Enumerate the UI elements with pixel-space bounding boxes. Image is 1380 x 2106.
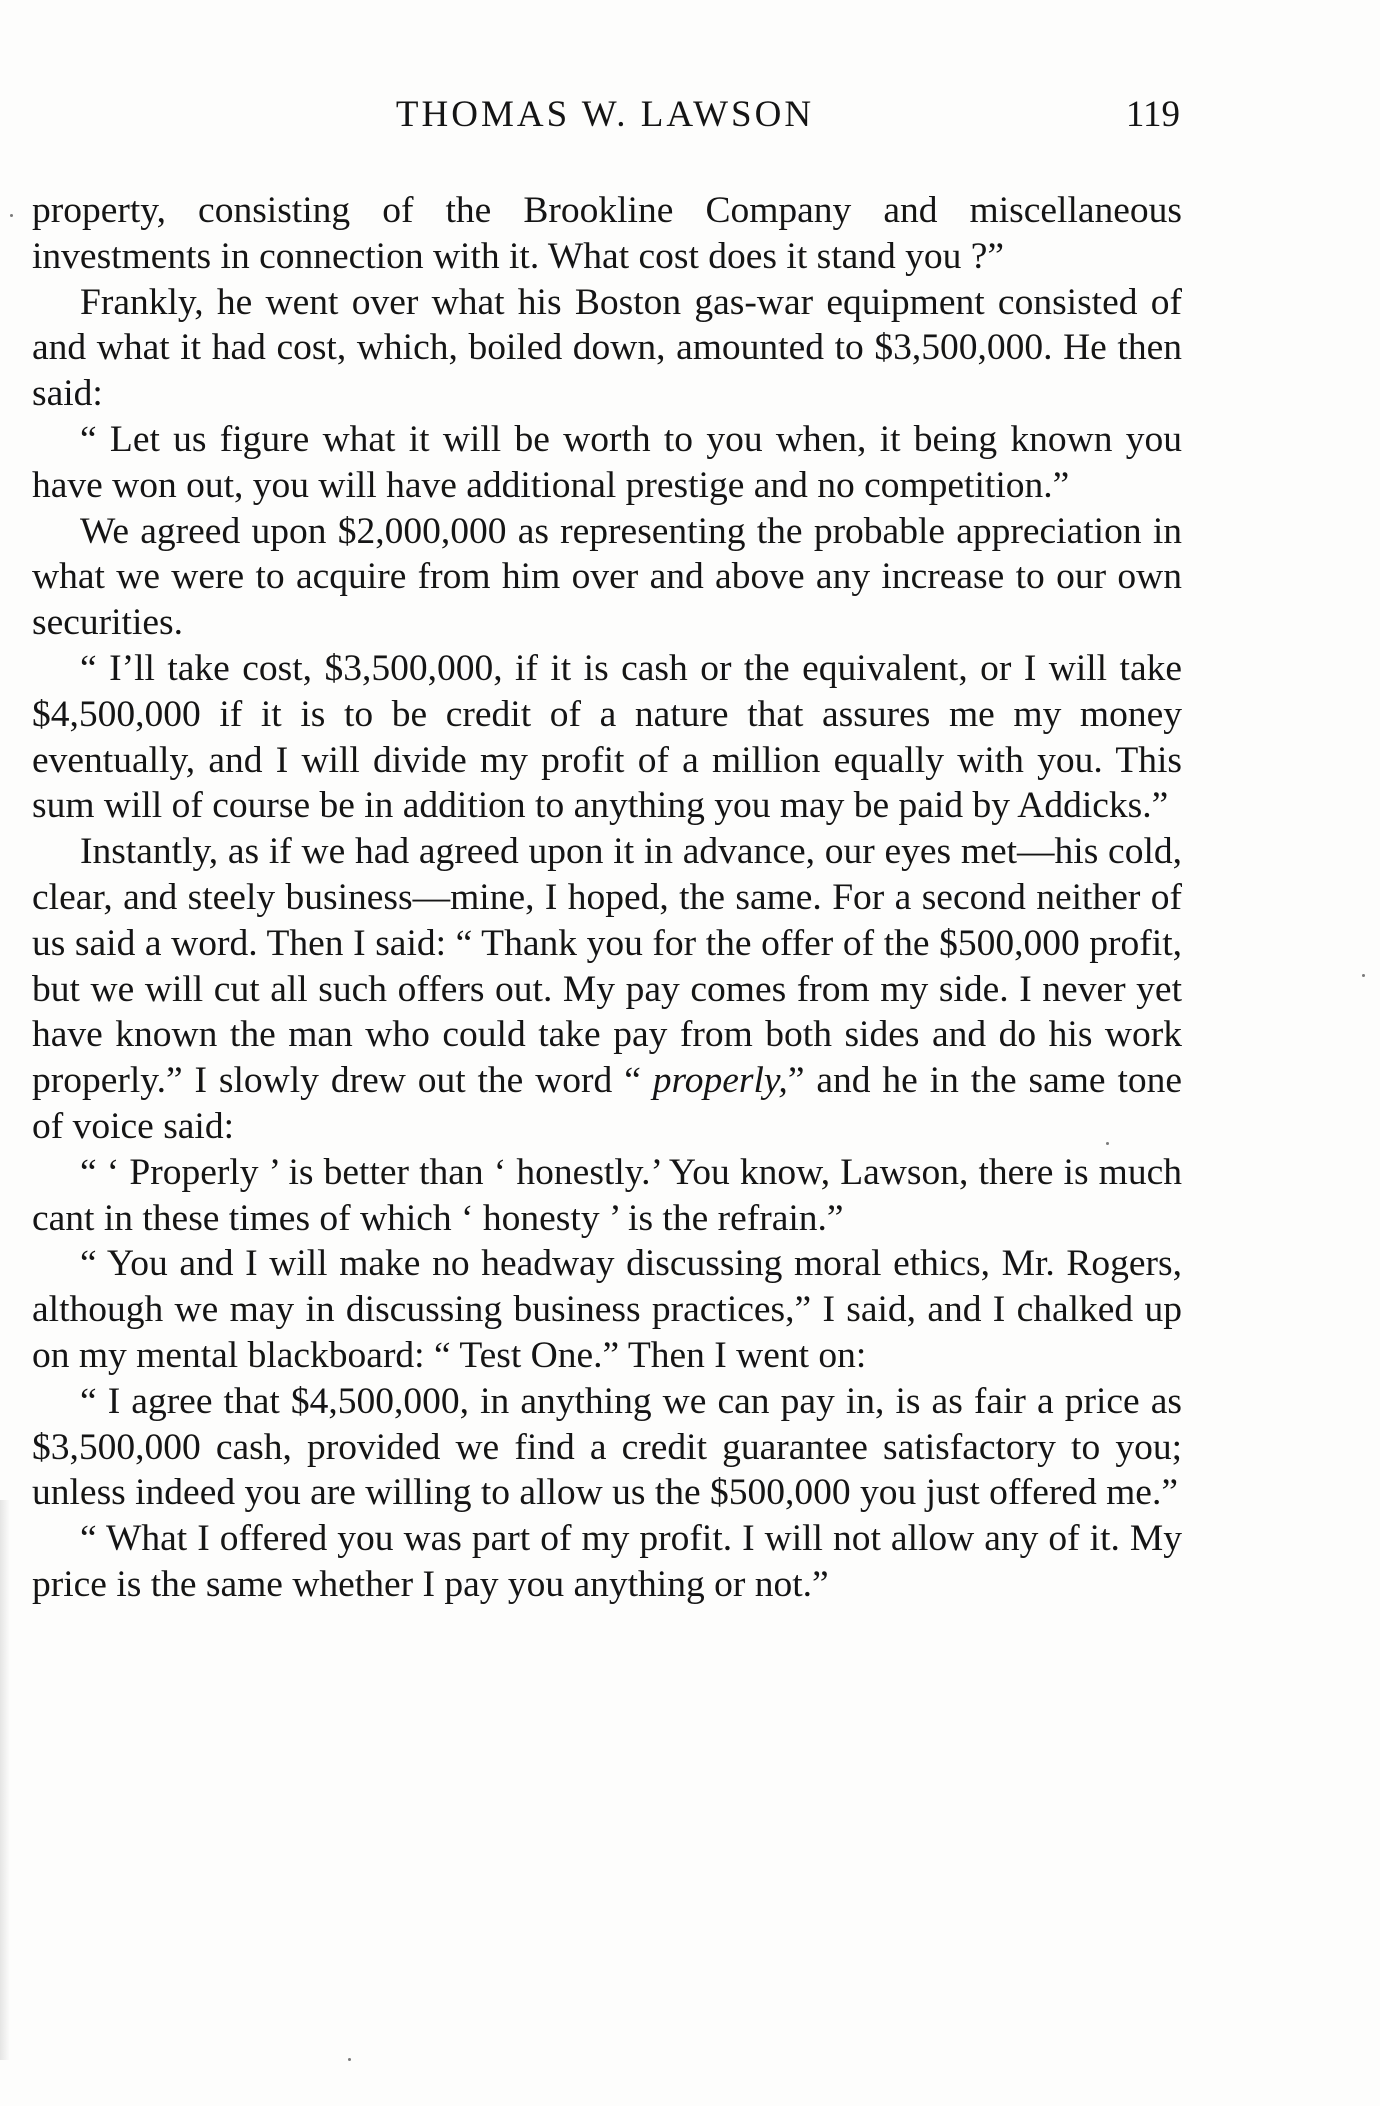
paragraph: “ I agree that $4,500,000, in anything we can pay in, is as fair a price as $3,500,000 cash, provided we find a credit guarantee satisfactory to you; unless indeed you are willing to allow us the $500,000 you just offered me.” [32,1380,1182,1514]
paragraph-with-emphasis [32,829,1182,1150]
body-text [32,188,1182,1608]
paragraph: “ I’ll take cost, $3,500,000, if it is cash or the equivalent, or I will take $4,500,000 if it is to be credit of a nature that assures me my money eventually, and I will divide my profit of a million equally with you. This sum will of course be in addition to anything you may be paid by Addicks.” [32,647,1182,827]
page-number: 119 [1125,94,1180,135]
paragraph: “ What I offered you was part of my profit. I will not allow any of it. My price is the same whether I pay you anything or not.” [32,1518,1182,1605]
running-head [30,90,1180,140]
paragraph: Frankly, he went over what his Boston gas-war equipment consisted of and what it had cost, which, boiled down, amounted to $3,500,000. He then said: [32,281,1182,415]
scan-speck [1362,974,1365,977]
paragraph-text: Instantly, as if we had agreed upon it in advance, our eyes met—his cold, clear, and steely business—mine, I hoped, the same. For a second neither of us said a word. Then I said: “ Thank you for the offer of the $500,000 profit, but we will cut all such offers out. My pay comes from my side. I never yet have known the man who could take pay from both sides and do his work properly.” I slowly drew out the word “ [32,831,1182,1102]
running-title: THOMAS W. LAWSON [395,94,815,135]
paragraph-text: ” and he in the same tone of voice said: [32,1060,1183,1147]
paragraph-continued: property, consisting of the Brookline Company and miscellaneous investments in connection with it. What cost does it stand you ?” [32,190,1182,277]
paragraph: “ You and I will make no headway discussing moral ethics, Mr. Rogers, although we may in discussing business practices,” I said, and I chalked up on my mental blackboard: “ Test One.” Then I went on: [32,1243,1182,1376]
paragraph: We agreed upon $2,000,000 as representing the probable appreciation in what we were to acquire from him over and above any increase to our own securities. [32,510,1182,644]
scan-speck [1106,1142,1109,1145]
scan-speck [10,214,13,217]
scan-speck [348,2058,351,2061]
emphasized-word: properly, [652,1060,788,1102]
paragraph: “ ‘ Properly ’ is better than ‘ honestly.’ You know, Lawson, there is much cant in these times of which ‘ honesty ’ is the refrain.” [32,1151,1182,1239]
scan-gutter-shadow [0,1500,10,2060]
paragraph: “ Let us figure what it will be worth to you when, it being known you have won out, you will have additional prestige and no competition.” [32,418,1182,506]
